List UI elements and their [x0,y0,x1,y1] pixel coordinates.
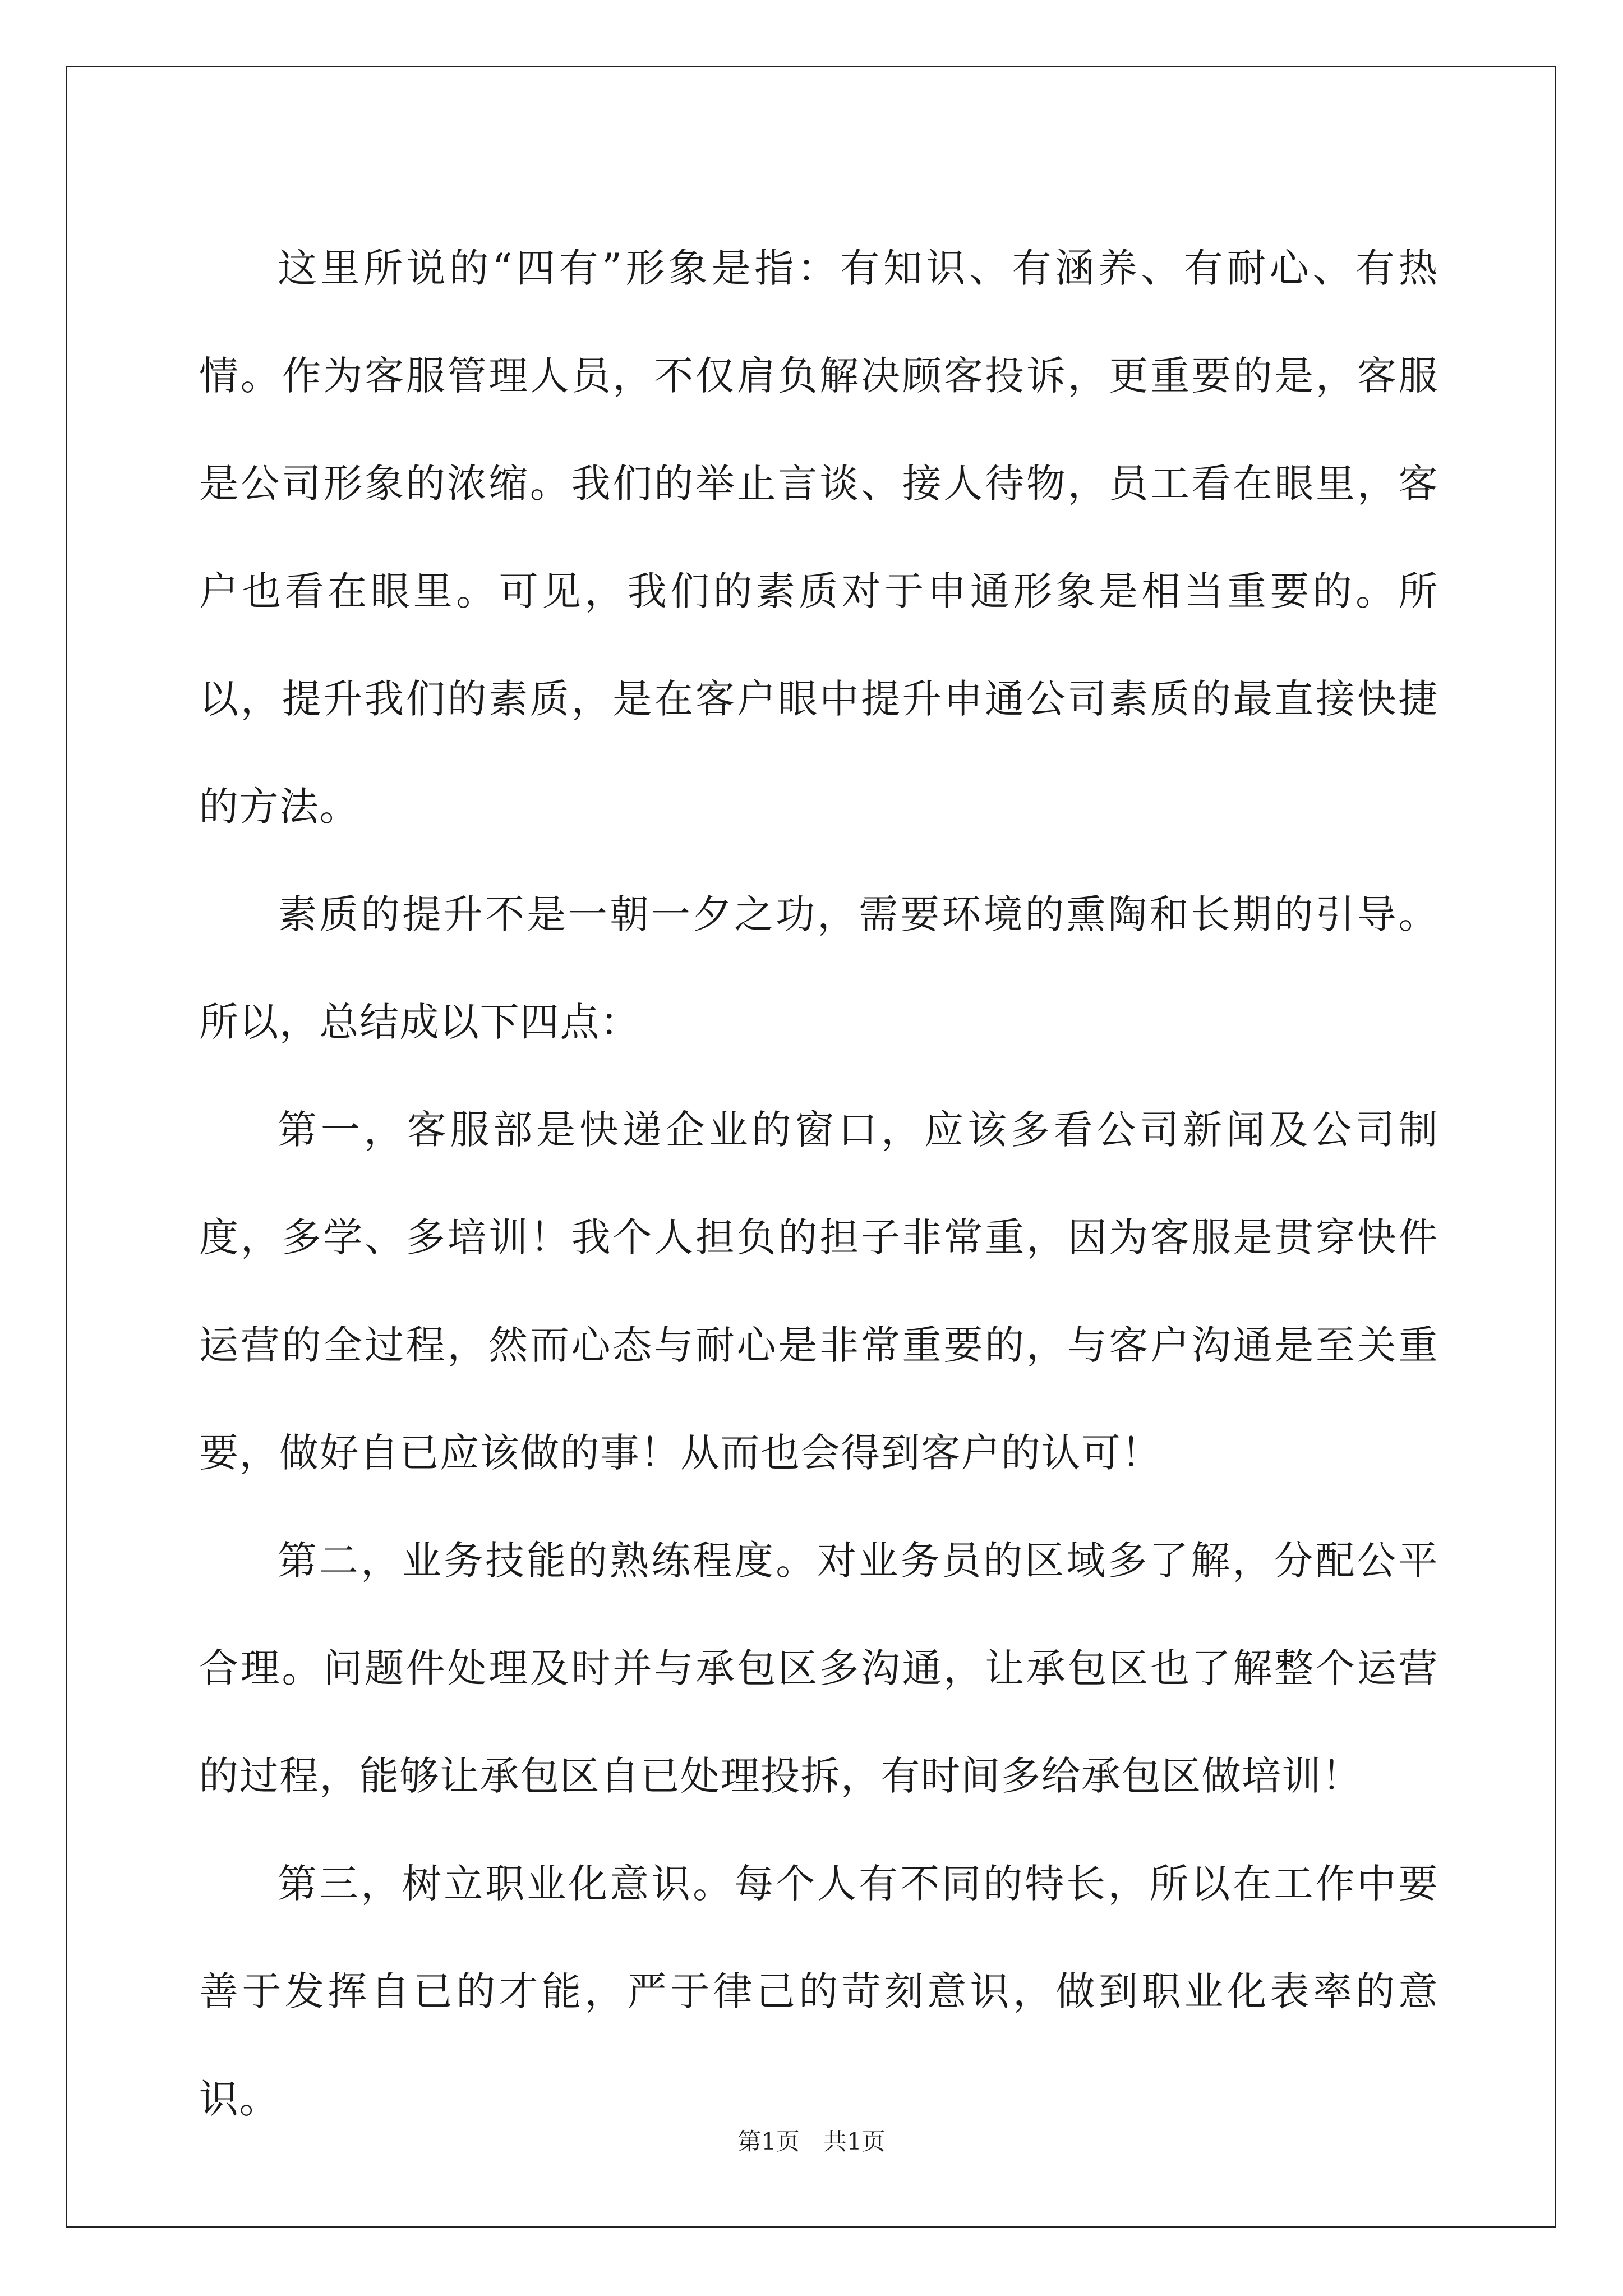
paragraph-4: 第二，业务技能的熟练程度。对业务员的区域多了解，分配公平合理。问题件处理及时并与承包区多沟通，让承包区也了解整个运营的过程，能够让承包区自已处理投拆，有时间多给承包区做培训！ [199,1538,1438,1799]
paragraph-3: 第一，客服部是快递企业的窗口，应该多看公司新闻及公司制度，多学、多培训！我个人担负的担子非常重，因为客服是贯穿快件运营的全过程，然而心态与耐心是非常重要的，与客户沟通是至关重要，做好自已应该做的事！从而也会得到客户的认可！ [199,1107,1438,1476]
page-number-footer: 第1页 共1页 [737,2128,886,2155]
document-body [199,214,1438,2153]
paragraph-1: 这里所说的“四有”形象是指：有知识、有涵养、有耐心、有热情。作为客服管理人员，不仅肩负解决顾客投诉，更重要的是，客服是公司形象的浓缩。我们的举止言谈、接人待物，员工看在眼里，客户也看在眼里。可见，我们的素质对于申通形象是相当重要的。所以，提升我们的素质，是在客户眼中提升申通公司素质的最直接快捷的方法。 [199,245,1438,830]
paragraph-5: 第三，树立职业化意识。每个人有不同的特长，所以在工作中要善于发挥自已的才能，严于律己的苛刻意识，做到职业化表率的意识。 [199,1861,1438,2122]
paragraph-2: 素质的提升不是一朝一夕之功，需要环境的熏陶和长期的引导。所以，总结成以下四点： [199,891,1438,1045]
